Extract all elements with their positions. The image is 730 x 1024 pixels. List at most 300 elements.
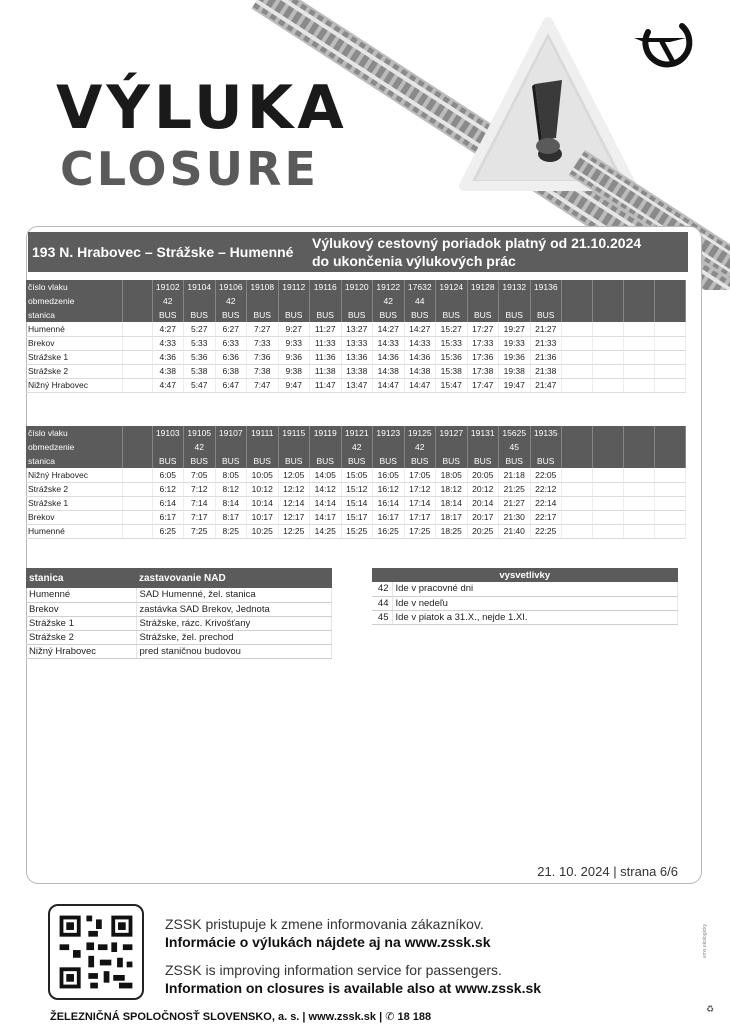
empty-cell [655,364,686,378]
train-number: 19108 [247,280,279,294]
empty-cell [655,482,686,496]
table-row [26,322,686,336]
departure-time: 9:27 [278,322,310,336]
departure-time: 15:14 [341,496,373,510]
timetable-outbound [26,280,686,393]
validity-line-1: Výlukový cestovný poriadok platný od 21.10.2024 [312,235,642,251]
restriction-code [373,440,405,454]
train-number: 15625 [499,426,531,440]
spacer-cell [122,294,152,308]
empty-cell [562,482,593,496]
departure-time: 6:27 [215,322,247,336]
spacer-cell [122,482,152,496]
footer-info-sk: ZSSK pristupuje k zmene informovania zákazníkov. [165,916,484,932]
restriction-code: 42 [184,440,216,454]
departure-time: 5:47 [184,378,216,392]
departure-time: 14:33 [404,336,436,350]
empty-cell [655,378,686,392]
empty-cell [562,364,593,378]
departure-time: 12:14 [278,496,310,510]
spacer-cell [122,510,152,524]
departure-time: 19:38 [499,364,531,378]
transport-mode: BUS [499,454,531,468]
empty-cell [655,294,686,308]
transport-mode: BUS [341,454,373,468]
table-row [26,644,332,658]
departure-time: 12:17 [278,510,310,524]
departure-time: 18:12 [436,482,468,496]
empty-cell [624,524,655,538]
departure-time: 17:12 [404,482,436,496]
spacer-cell [122,468,152,482]
departure-time: 6:33 [215,336,247,350]
stop-station: Brekov [26,602,136,616]
empty-cell [624,454,655,468]
train-number: 19111 [247,426,279,440]
empty-cell [593,440,624,454]
transport-mode: BUS [436,308,468,322]
departure-time: 20:25 [467,524,499,538]
table-row [26,350,686,364]
train-number: 19135 [530,426,562,440]
stop-location: SAD Humenné, žel. stanica [136,588,332,602]
departure-time: 4:47 [152,378,184,392]
table-row [372,596,678,610]
station-name: Humenné [26,524,122,538]
departure-time: 10:17 [247,510,279,524]
departure-time: 8:17 [215,510,247,524]
transport-mode: BUS [215,308,247,322]
departure-time: 18:14 [436,496,468,510]
departure-time: 14:27 [373,322,405,336]
spacer-cell [122,364,152,378]
departure-time: 6:25 [152,524,184,538]
departure-time: 15:17 [341,510,373,524]
empty-cell [562,280,593,294]
footer-link-sk: Informácie o výlukách nájdete aj na www.zssk.sk [165,934,491,950]
restriction-code [247,440,279,454]
empty-cell [655,426,686,440]
empty-cell [562,308,593,322]
restriction-code [278,294,310,308]
train-number: 17632 [404,280,436,294]
company-line: ŽELEZNIČNÁ SPOLOČNOSŤ SLOVENSKO, a. s. | www.zssk.sk | ✆ 18 188 [50,1011,432,1023]
restriction-code [310,294,342,308]
departure-time: 6:14 [152,496,184,510]
table-row [26,336,686,350]
empty-cell [624,468,655,482]
departure-time: 22:14 [530,496,562,510]
closure-subtitle: CLOSURE [60,142,319,196]
spacer-cell [122,426,152,440]
departure-time: 14:33 [373,336,405,350]
station-name: Strážske 2 [26,482,122,496]
empty-cell [624,496,655,510]
row-label: obmedzenie [26,294,122,308]
departure-time: 21:36 [530,350,562,364]
transport-mode: BUS [530,454,562,468]
empty-cell [624,280,655,294]
departure-time: 21:27 [499,496,531,510]
departure-time: 9:47 [278,378,310,392]
timetable-header-row [26,426,686,440]
departure-time: 6:38 [215,364,247,378]
empty-cell [593,322,624,336]
recycle-icon: ♻ [706,1004,715,1014]
empty-cell [562,524,593,538]
empty-cell [562,378,593,392]
departure-time: 13:27 [341,322,373,336]
departure-time: 12:25 [278,524,310,538]
spacer-cell [122,350,152,364]
stop-station: Strážske 2 [26,630,136,644]
departure-time: 20:12 [467,482,499,496]
restriction-code: 44 [404,294,436,308]
transport-mode: BUS [184,308,216,322]
transport-mode: BUS [467,308,499,322]
departure-time: 17:38 [467,364,499,378]
departure-time: 15:36 [436,350,468,364]
empty-cell [593,350,624,364]
transport-mode: BUS [152,308,184,322]
row-label: stanica [26,308,122,322]
departure-time: 15:12 [341,482,373,496]
empty-cell [624,440,655,454]
transport-mode: BUS [530,308,562,322]
empty-cell [593,378,624,392]
departure-time: 14:12 [310,482,342,496]
train-number: 19106 [215,280,247,294]
empty-cell [624,308,655,322]
departure-time: 10:05 [247,468,279,482]
departure-time: 20:05 [467,468,499,482]
departure-time: 18:25 [436,524,468,538]
departure-time: 6:05 [152,468,184,482]
departure-time: 14:17 [310,510,342,524]
transport-mode: BUS [184,454,216,468]
stop-station: Strážske 1 [26,616,136,630]
legend-text: Ide v piatok a 31.X., nejde 1.XI. [392,610,678,624]
departure-time: 7:17 [184,510,216,524]
departure-time: 14:36 [373,350,405,364]
eco-credit: ems ekologicky [702,923,708,958]
table-row [26,602,332,616]
empty-cell [562,322,593,336]
departure-time: 21:18 [499,468,531,482]
qr-code-icon [48,904,144,1000]
restriction-code [152,440,184,454]
spacer-cell [122,322,152,336]
restriction-code [436,294,468,308]
departure-time: 12:05 [278,468,310,482]
empty-cell [624,336,655,350]
departure-time: 8:14 [215,496,247,510]
empty-cell [624,294,655,308]
empty-cell [624,510,655,524]
timetable-header-row [26,294,686,308]
warning-triangle-icon [464,22,632,186]
departure-time: 6:47 [215,378,247,392]
empty-cell [562,454,593,468]
departure-time: 14:05 [310,468,342,482]
empty-cell [562,350,593,364]
departure-time: 7:33 [247,336,279,350]
departure-time: 5:27 [184,322,216,336]
empty-cell [562,468,593,482]
restriction-code [310,440,342,454]
transport-mode: BUS [215,454,247,468]
table-row [26,378,686,392]
restriction-code [278,440,310,454]
departure-time: 10:14 [247,496,279,510]
timetable-inbound [26,426,686,539]
empty-cell [655,336,686,350]
row-label: číslo vlaku [26,426,122,440]
empty-cell [655,468,686,482]
departure-time: 14:47 [373,378,405,392]
departure-time: 17:36 [467,350,499,364]
transport-mode: BUS [404,308,436,322]
table-row [26,496,686,510]
page-info: 21. 10. 2024 | strana 6/6 [537,864,678,879]
zssk-logo-icon [630,18,706,72]
stops-header-station: stanica [26,568,136,588]
restriction-code [215,440,247,454]
train-number: 19131 [467,426,499,440]
restriction-code [467,440,499,454]
transport-mode: BUS [373,308,405,322]
footer-link-en: Information on closures is available also at www.zssk.sk [165,980,542,996]
station-name: Brekov [26,336,122,350]
empty-cell [593,294,624,308]
empty-cell [655,350,686,364]
departure-time: 13:33 [341,336,373,350]
empty-cell [562,440,593,454]
spacer-cell [122,378,152,392]
table-row [26,468,686,482]
departure-time: 16:05 [373,468,405,482]
departure-time: 17:27 [467,322,499,336]
empty-cell [593,468,624,482]
transport-mode: BUS [373,454,405,468]
train-number: 19103 [152,426,184,440]
departure-time: 11:36 [310,350,342,364]
table-row [26,364,686,378]
departure-time: 21:38 [530,364,562,378]
departure-time: 14:14 [310,496,342,510]
train-number: 19107 [215,426,247,440]
departure-time: 16:25 [373,524,405,538]
table-row [26,524,686,538]
departure-time: 15:27 [436,322,468,336]
legend-table [372,568,678,625]
departure-time: 9:36 [278,350,310,364]
transport-mode: BUS [278,308,310,322]
departure-time: 21:25 [499,482,531,496]
restriction-code [530,440,562,454]
transport-mode: BUS [247,454,279,468]
train-number: 19127 [436,426,468,440]
restriction-code [499,294,531,308]
empty-cell [593,426,624,440]
empty-cell [624,364,655,378]
departure-time: 7:05 [184,468,216,482]
validity-line-2: do ukončenia výlukových prác [312,253,516,269]
legend-code: 44 [372,596,392,610]
departure-time: 17:17 [404,510,436,524]
departure-time: 4:36 [152,350,184,364]
departure-time: 22:05 [530,468,562,482]
train-number: 19105 [184,426,216,440]
restriction-code: 42 [373,294,405,308]
empty-cell [562,336,593,350]
stop-location: Strážske, žel. prechod [136,630,332,644]
departure-time: 14:38 [404,364,436,378]
transport-mode: BUS [467,454,499,468]
departure-time: 17:47 [467,378,499,392]
departure-time: 22:12 [530,482,562,496]
empty-cell [593,454,624,468]
empty-cell [593,510,624,524]
train-number: 19121 [341,426,373,440]
departure-time: 20:17 [467,510,499,524]
departure-time: 14:36 [404,350,436,364]
departure-time: 22:25 [530,524,562,538]
legend-code: 45 [372,610,392,624]
stop-station: Humenné [26,588,136,602]
empty-cell [624,350,655,364]
station-name: Nižný Hrabovec [26,378,122,392]
restriction-code [530,294,562,308]
table-row [26,616,332,630]
station-name: Humenné [26,322,122,336]
spacer-cell [122,440,152,454]
empty-cell [562,426,593,440]
empty-cell [562,510,593,524]
departure-time: 21:30 [499,510,531,524]
departure-time: 15:33 [436,336,468,350]
legend-text: Ide v pracovné dni [392,582,678,596]
timetable-header-row [26,454,686,468]
departure-time: 17:05 [404,468,436,482]
station-name: Strážske 2 [26,364,122,378]
transport-mode: BUS [152,454,184,468]
row-label: stanica [26,454,122,468]
departure-time: 4:33 [152,336,184,350]
stop-location: zastávka SAD Brekov, Jednota [136,602,332,616]
spacer-cell [122,308,152,322]
route-name: 193 N. Hrabovec – Strážske – Humenné [32,244,294,260]
empty-cell [655,308,686,322]
departure-time: 19:47 [499,378,531,392]
spacer-cell [122,336,152,350]
empty-cell [593,364,624,378]
departure-time: 10:25 [247,524,279,538]
timetable-inbound-body [26,426,686,538]
departure-time: 16:12 [373,482,405,496]
empty-cell [593,496,624,510]
train-number: 19112 [278,280,310,294]
closure-title: VÝLUKA [56,73,348,143]
departure-time: 21:33 [530,336,562,350]
train-number: 19124 [436,280,468,294]
spacer-cell [122,496,152,510]
departure-time: 6:12 [152,482,184,496]
departure-time: 17:33 [467,336,499,350]
departure-time: 7:38 [247,364,279,378]
station-name: Strážske 1 [26,496,122,510]
departure-time: 5:33 [184,336,216,350]
departure-time: 13:38 [341,364,373,378]
departure-time: 15:38 [436,364,468,378]
spacer-cell [122,524,152,538]
empty-cell [655,454,686,468]
departure-time: 14:25 [310,524,342,538]
departure-time: 15:05 [341,468,373,482]
table-row [26,510,686,524]
empty-cell [593,308,624,322]
departure-time: 11:47 [310,378,342,392]
empty-cell [593,524,624,538]
departure-time: 16:14 [373,496,405,510]
departure-time: 19:36 [499,350,531,364]
legend-code: 42 [372,582,392,596]
departure-time: 12:12 [278,482,310,496]
departure-time: 20:14 [467,496,499,510]
empty-cell [593,336,624,350]
station-name: Nižný Hrabovec [26,468,122,482]
departure-time: 7:47 [247,378,279,392]
restriction-code [184,294,216,308]
departure-time: 7:27 [247,322,279,336]
departure-time: 21:27 [530,322,562,336]
departure-time: 14:38 [373,364,405,378]
restriction-code: 42 [152,294,184,308]
empty-cell [562,496,593,510]
departure-time: 16:17 [373,510,405,524]
departure-time: 11:38 [310,364,342,378]
transport-mode: BUS [310,308,342,322]
stops-table [26,568,332,659]
restriction-code [467,294,499,308]
departure-time: 4:38 [152,364,184,378]
empty-cell [655,322,686,336]
departure-time: 9:38 [278,364,310,378]
departure-time: 18:17 [436,510,468,524]
train-number: 19119 [310,426,342,440]
station-name: Brekov [26,510,122,524]
stop-location: pred staničnou budovou [136,644,332,658]
empty-cell [655,524,686,538]
departure-time: 21:40 [499,524,531,538]
transport-mode: BUS [247,308,279,322]
departure-time: 7:36 [247,350,279,364]
train-number: 19120 [341,280,373,294]
departure-time: 11:33 [310,336,342,350]
departure-time: 10:12 [247,482,279,496]
restriction-code [341,294,373,308]
empty-cell [655,440,686,454]
train-number: 19122 [373,280,405,294]
train-number: 19123 [373,426,405,440]
empty-cell [624,378,655,392]
departure-time: 11:27 [310,322,342,336]
departure-time: 7:12 [184,482,216,496]
legend-text: Ide v nedeľu [392,596,678,610]
restriction-code: 42 [404,440,436,454]
row-label: číslo vlaku [26,280,122,294]
restriction-code: 42 [215,294,247,308]
